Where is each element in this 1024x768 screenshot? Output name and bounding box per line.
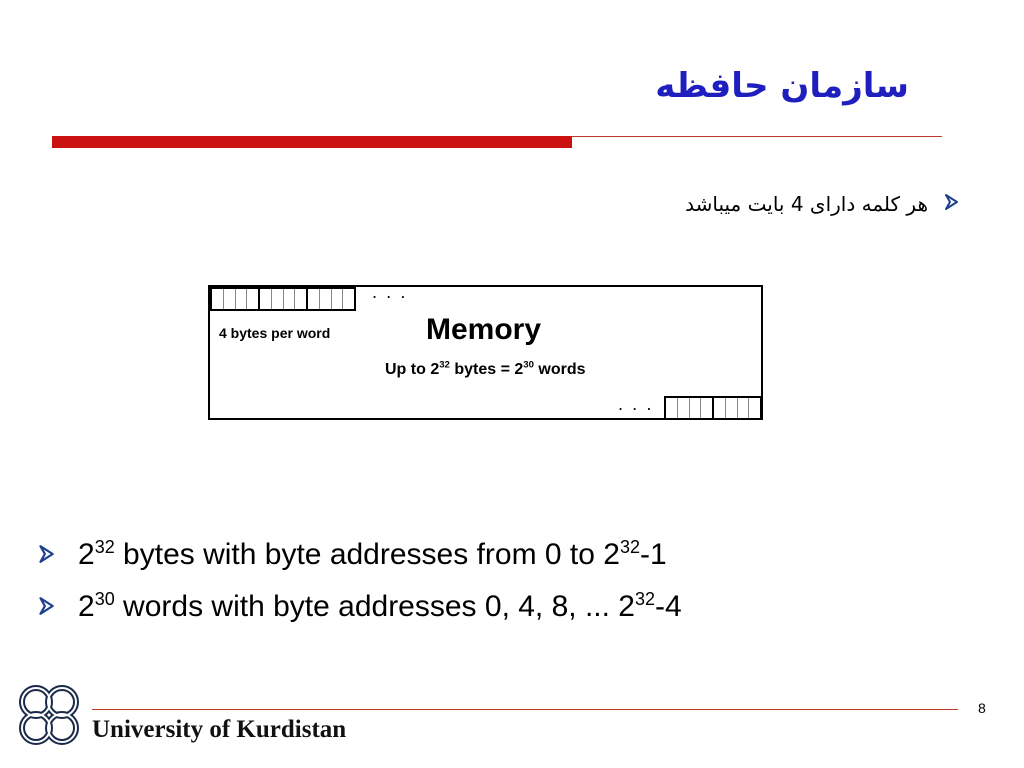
bullet-item <box>36 590 682 624</box>
bullet-text: $2^{30}$ words with byte addresses 0, 4, 8, ... $2^{32}-4$ <box>78 589 682 623</box>
memory-capacity-label: Up to $2^{32}$ bytes = $2^{30}$ words <box>385 359 586 378</box>
university-logo-icon <box>12 678 86 757</box>
page-number: 8 <box>978 700 986 716</box>
bullet-item <box>36 538 667 572</box>
slide-title: سازمان حافظه <box>655 66 909 106</box>
memory-word <box>306 287 356 311</box>
footer-divider <box>92 709 958 710</box>
arrow-bullet-icon <box>36 590 56 624</box>
memory-label: Memory <box>426 313 542 346</box>
arrow-bullet-icon <box>36 538 56 572</box>
memory-word <box>664 396 714 420</box>
rtl-bullet-text: هر کلمه دارای 4 بایت میباشد <box>685 192 928 216</box>
memory-word <box>258 287 308 311</box>
ellipsis-top: . . . <box>372 283 408 302</box>
memory-word <box>712 396 762 420</box>
university-name: University of Kurdistan <box>92 716 347 743</box>
memory-word <box>210 287 260 311</box>
ellipsis-bottom: . . . <box>618 395 654 414</box>
bullet-text: $2^{32}$ bytes with byte addresses from 0 to $2^{32}-1$ <box>78 537 667 571</box>
rtl-bullet-item <box>685 192 960 216</box>
arrow-bullet-icon <box>942 193 960 216</box>
title-divider-thick <box>52 136 572 148</box>
memory-diagram <box>208 285 763 420</box>
bytes-per-word-label: 4 bytes per word <box>219 325 331 341</box>
